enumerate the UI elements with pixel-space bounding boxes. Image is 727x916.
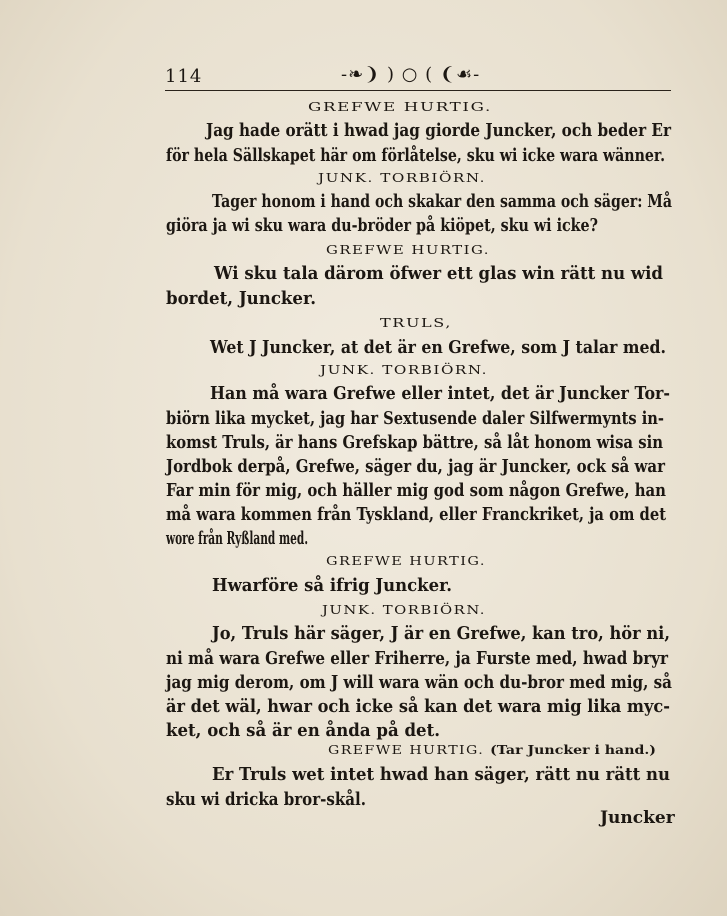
speaker-label: GREFWE HURTIG. bbox=[326, 243, 490, 257]
text-line: Jag hade orätt i hwad jag giorde Juncker, och beder Er bbox=[206, 120, 671, 141]
speaker-label: TRULS, bbox=[380, 316, 452, 330]
text-line: Far min för mig, och häller mig god som någon Grefwe, han bbox=[166, 480, 666, 501]
text-line: jag mig derom, om J will wara wän och du-bror med mig, så bbox=[166, 672, 672, 693]
text-line: biörn lika mycket, jag har Sextusende daler Silfwermynts in- bbox=[166, 408, 664, 429]
text-line: är det wäl, hwar och icke så kan det wara mig lika myc- bbox=[166, 696, 670, 717]
text-line: Wet J Juncker, at det är en Grefwe, som J talar med. bbox=[210, 337, 666, 358]
text-line: sku wi dricka bror-skål. bbox=[166, 789, 366, 810]
text-line: Er Truls wet intet hwad han säger, rätt nu rätt nu bbox=[212, 764, 670, 785]
header-ornament: -❧❩ ) ○ ( ❨☙- bbox=[341, 64, 481, 85]
text-line: bordet, Juncker. bbox=[166, 288, 316, 309]
speaker-label: GREFWE HURTIG. bbox=[308, 100, 492, 114]
text-line: ket, och så är en ånda på det. bbox=[166, 720, 440, 741]
text-line: Han må wara Grefwe eller intet, det är Juncker Tor- bbox=[210, 383, 670, 404]
stage-direction: Tager honom i hand och skakar den samma och säger: Må bbox=[212, 191, 672, 212]
text-line: wore från Ryßland med. bbox=[166, 528, 308, 549]
text-line: Jordbok derpå, Grefwe, säger du, jag är Juncker, ock så war bbox=[166, 456, 665, 477]
speaker-label: JUNK. TORBIÖRN. bbox=[322, 603, 486, 617]
running-header bbox=[165, 64, 671, 94]
page-number: 114 bbox=[165, 66, 203, 87]
text-line: Hwarföre så ifrig Juncker. bbox=[212, 575, 452, 596]
text-line: Wi sku tala därom öfwer ett glas win rätt nu wid bbox=[214, 263, 663, 284]
catchword: Juncker bbox=[600, 808, 675, 828]
speaker-label: JUNK. TORBIÖRN. bbox=[318, 171, 486, 185]
text-line: giöra ja wi sku wara du-bröder på kiöpet, sku wi icke? bbox=[166, 215, 598, 236]
header-rule bbox=[165, 90, 671, 91]
speaker-label: GREFWE HURTIG. bbox=[326, 554, 486, 568]
speaker-label bbox=[328, 744, 656, 756]
text-line: Jo, Truls här säger, J är en Grefwe, kan tro, hör ni, bbox=[212, 623, 670, 644]
text-line: må wara kommen från Tyskland, eller Franckriket, ja om det bbox=[166, 504, 666, 525]
stage-direction: (Tar Juncker i hand.) bbox=[490, 743, 656, 757]
text-line: ni må wara Grefwe eller Friherre, ja Furste med, hwad bryr bbox=[166, 648, 668, 669]
speaker-name: GREFWE HURTIG. bbox=[328, 743, 485, 757]
text-line: för hela Sällskapet här om förlåtelse, sku wi icke wara wänner. bbox=[166, 145, 665, 166]
speaker-label: JUNK. TORBIÖRN. bbox=[320, 363, 488, 377]
text-line: komst Truls, är hans Grefskap bättre, så låt honom wisa sin bbox=[166, 432, 663, 453]
